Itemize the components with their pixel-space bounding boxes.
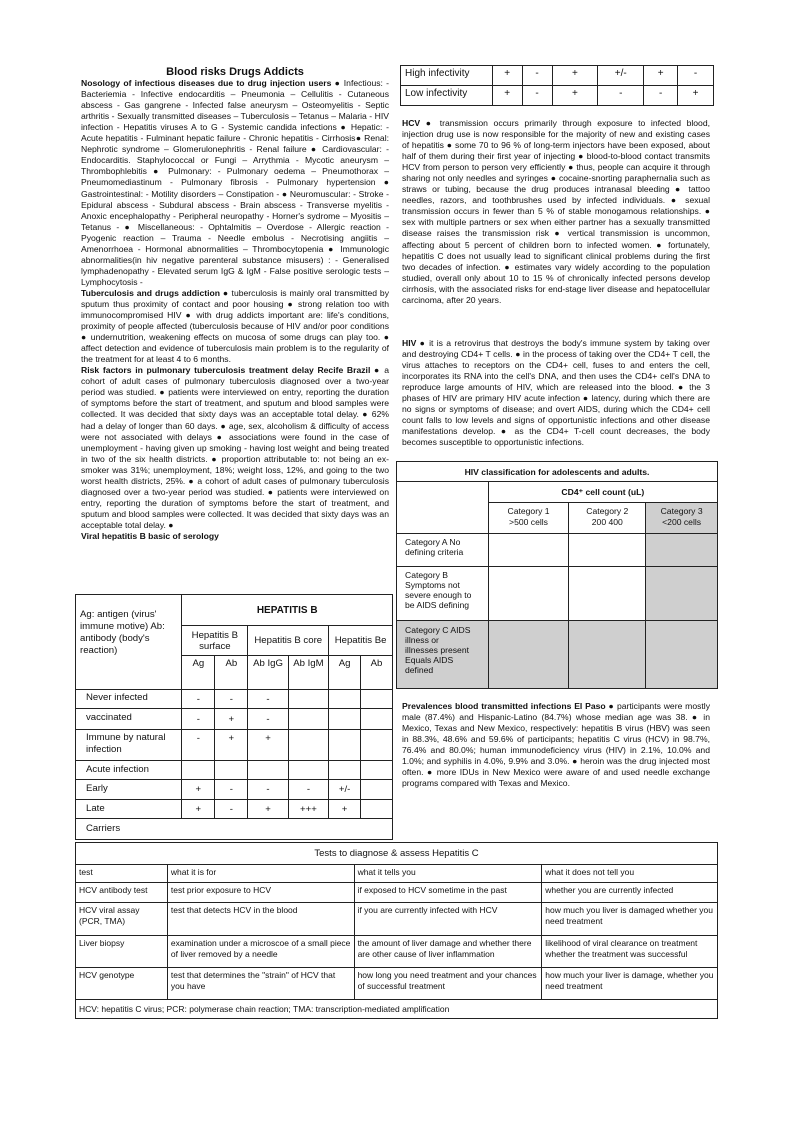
infectivity-table	[400, 65, 714, 106]
table-cell	[329, 709, 361, 730]
table-cell	[361, 730, 393, 761]
hepb-group-core: Hepatitis B core	[248, 626, 329, 656]
table-cell: +	[678, 86, 714, 106]
table-cell: -	[678, 66, 714, 86]
table-cell	[248, 761, 288, 780]
tests-title: Tests to diagnose & assess Hepatitis C	[76, 843, 718, 865]
table-cell: +	[644, 66, 678, 86]
hiv-table-title: HIV classification for adolescents and adults.	[397, 462, 718, 482]
table-cell: +	[492, 86, 522, 106]
table-cell	[646, 567, 718, 621]
table-cell: +/-	[598, 66, 644, 86]
table-row	[401, 66, 714, 86]
table-cell: -	[288, 780, 328, 800]
table-row	[401, 86, 714, 106]
table-cell: -	[215, 780, 248, 800]
nosology-text: ● Infectious: - Bacteriemia - Infective endocarditis – Pneumonia – Cellulitis - Cutaneous abscess - Gas gangrene - Infected false aneurysm – Osteomyelitis - Septic arthritis - Sexually transmitted diseases – Tuberculosis – Tetanus – Malaria - HIV infection - Hepatitis viruses A to G - Systemic candida infections ● Hepatic: - Acute hepatitis - Fulminant hepatic failure - Chronic hepatitis - Cirrhosis● Renal: Nephrotic syndrome – Glomerulonephritis - Renal failure ● Cardiovascular: - Endocarditis. Staphylococcal or Fungi – Arrythmia - Mycotic aneurysm – Thrombophlebitis ● Pulmonary: - Pulmonary oedema – Pneumothorax – Pneumomediastinum - Pulmonary fibrosis - Pulmonary hypertension ● Gastrointestinal: - Motility disorders – Constipation - ● Neuromuscular: - Stroke - Epidural abscess - Subdural abscess - Brain abscess - Transverse myelitis - Anoxic encephalopathy - Peripheral neuropathy - Horner's sydrome – Myositis – Tetanus - ● Miscellaneous: - Ophtalmitis – Overdose - Allergic reaction - Pyogenic reaction – Trauma - Needle embolus - Necrotising angiitis – Amenorrhoea - Hormonal abnormalities – Thrombocytopenia ● Immunologic abnormalities(in hiv negative parenteral substance misusers) : - Generalised lymphadenopathy - Elevated serum IgG & IgM - False positive serologic tests – Lymphocytosis -	[81, 78, 389, 287]
viral-heading: Viral hepatitis B basic of serology	[81, 530, 219, 541]
row-label: Low infectivity	[401, 86, 493, 106]
table-row	[76, 819, 393, 840]
hepb-subhead: Ab IgM	[288, 656, 328, 690]
row-label: High infectivity	[401, 66, 493, 86]
risk-paragraph	[81, 365, 389, 531]
table-cell: HCV genotype	[76, 968, 168, 1000]
table-cell	[569, 621, 646, 689]
table-cell	[288, 690, 328, 709]
table-cell: likelihood of viral clearance on treatment whether the treatment was successful	[542, 936, 718, 968]
table-cell	[646, 621, 718, 689]
table-row	[76, 761, 393, 780]
column-header: what it does not tell you	[542, 865, 718, 883]
table-cell: HCV viral assay (PCR, TMA)	[76, 903, 168, 936]
table-cell	[361, 761, 393, 780]
tb-heading: Tuberculosis and drugs addiction	[81, 287, 220, 298]
row-label: Acute infection	[76, 761, 182, 780]
table-cell	[361, 800, 393, 819]
table-cell	[569, 534, 646, 567]
hiv-text: ● it is a retrovirus that destroys the body's immune system by taking over and destroying CD4+ T cells. ● in the process of taking over the CD4+ T cell, the virus attaches to receptors on the CD4+ cell, fuses to and enters the cell, incorporates its RNA into the cell's DNA, and then uses the CD4+ cell's DNA to reproduce large amounts of HIV, which are released into the blood. ● the 3 phases of HIV are primary HIV acute infection ● latency, during which there are no signs or symptoms of disease; and overt AIDS, during which the CD4+ cell count falls to low levels and signs of opportunistic infections and other disease manifestations develop. ● as the CD4+ T-cell count decreases, the body becomes susceptible to opportunistic infections.	[402, 338, 711, 448]
row-label: Early	[76, 780, 182, 800]
table-cell: test prior exposure to HCV	[167, 883, 354, 903]
table-cell: -	[182, 690, 215, 709]
row-label: Late	[76, 800, 182, 819]
hiv-block	[402, 338, 710, 448]
table-cell	[646, 534, 718, 567]
tb-paragraph	[81, 288, 389, 365]
table-cell	[329, 761, 361, 780]
table-cell: -	[248, 780, 288, 800]
table-cell: how much you liver is damaged whether you need treatment	[542, 903, 718, 936]
hepb-subhead: Ab IgG	[248, 656, 288, 690]
nosology-heading: Nosology of infectious diseases due to drug injection users	[81, 78, 332, 89]
table-cell	[215, 761, 248, 780]
table-row	[76, 730, 393, 761]
table-cell	[361, 690, 393, 709]
hiv-heading: HIV	[402, 338, 417, 348]
table-cell: whether you are currently infected	[542, 883, 718, 903]
table-cell: if exposed to HCV sometime in the past	[354, 883, 542, 903]
table-cell	[288, 730, 328, 761]
table-cell: how much your liver is damage, whether you need treatment	[542, 968, 718, 1000]
table-cell: +	[182, 780, 215, 800]
table-cell: +	[248, 730, 288, 761]
table-cell: -	[522, 86, 552, 106]
hiv-corner	[397, 482, 489, 534]
table-cell: -	[644, 86, 678, 106]
table-cell: if you are currently infected with HCV	[354, 903, 542, 936]
table-cell: -	[248, 709, 288, 730]
table-cell	[182, 761, 215, 780]
table-row	[76, 690, 393, 709]
table-cell: +	[248, 800, 288, 819]
table-cell: +/-	[329, 780, 361, 800]
table-cell: the amount of liver damage and whether there are other cause of liver inflammation	[354, 936, 542, 968]
column-header: what it tells you	[354, 865, 542, 883]
table-cell	[488, 534, 569, 567]
table-row	[76, 903, 718, 936]
tests-header-row	[76, 865, 718, 883]
row-label: vaccinated	[76, 709, 182, 730]
table-cell: -	[182, 709, 215, 730]
table-cell	[361, 709, 393, 730]
table-row	[76, 936, 718, 968]
hiv-classification-table	[396, 461, 718, 689]
table-cell: +	[215, 709, 248, 730]
column-header: test	[76, 865, 168, 883]
prevalences-block	[402, 701, 710, 789]
hepb-subhead: Ag	[182, 656, 215, 690]
table-row	[76, 780, 393, 800]
table-cell: HCV antibody test	[76, 883, 168, 903]
table-cell: +	[552, 66, 598, 86]
table-row	[76, 800, 393, 819]
table-cell: test that determines the "strain" of HCV that you have	[167, 968, 354, 1000]
table-cell	[488, 567, 569, 621]
hepb-subhead: Ab	[361, 656, 393, 690]
risk-heading: Risk factors in pulmonary tuberculosis treatment delay Recife Brazil	[81, 365, 371, 376]
hcv-text: ● transmission occurs primarily through exposure to infected blood, injection drug use is now responsible for the majority of new and existing cases of hepatitis ● some 70 to 96 % of long-term injectors have been exposed, about half of them during their first year of injecting ● blood-to-blood contact transmits HCV from person to person very efficiently ● thus, people can acquire it through sharing not only needles and syringes ● cocaine-snorting paraphernalia such as straws or tubing, because the drug produces intranasal bleeding ● tattoo needles, razors, and toothbrushes used by infected individuals. ● sexual transmission occurs in fewer than 5 % of stable monogamous relationships. ● sex with multiple partners or sex when either partner has a sexually transmitted disease raises the transmission risk ● vertical transmission is uncommon, affecting about 5 percent of children born to infected women. ● fortunately, hepatitis C does not usually lead to significant clinical problems during the first two decades of infection. ● estimates vary widely according to the population studied, overall only about 10 to 15 % of chronically infected persons develop cirrhosis, with the associated risks for end-stage liver disease and hepatocellular carcinoma, after 20 years.	[402, 118, 711, 305]
risk-text: ● a cohort of adult cases of pulmonary tuberculosis diagnosed over a two-year period was studied. ● patients were interviewed on entry, reporting the duration of symptoms before the start of treatment, and sputum and blood samples were collected. It was decided that sixty days was an acceptable total delay. ● 62% had a delay of longer than 60 days. ● age, sex, alcoholism & difficulty of access were not associated with delays ● associations were found in the case of unemployment - having given up smoking - having lost weight and being treated in two of the six health districts. ● proportion attributable to: not being an ex-smoker was 31%; unemployment, 18%; weight loss, 12%, and going to the two worst health districts, 25%. ● a cohort of adult cases of pulmonary tuberculosis diagnosed over a two-year period was studied. ● patients were interviewed on entry, reporting the duration of symptoms before the start of treatment, and sputum and blood samples were collected. It was decided that sixty days was an acceptable total delay. ●	[81, 365, 390, 530]
category-3-header: Category 3 <200 cells	[646, 503, 718, 534]
table-cell	[329, 690, 361, 709]
nosology-paragraph	[81, 78, 389, 288]
hepatitis-c-tests-table	[75, 842, 718, 1019]
left-column	[81, 67, 389, 542]
table-row	[397, 534, 718, 567]
table-cell: -	[598, 86, 644, 106]
hepb-title: HEPATITIS B	[182, 595, 393, 626]
table-cell: examination under a microscoe of a small piece of liver removed by a needle	[167, 936, 354, 968]
table-cell: -	[522, 66, 552, 86]
table-row	[76, 883, 718, 903]
table-cell: +	[182, 800, 215, 819]
hepb-group-be: Hepatitis Be	[329, 626, 393, 656]
table-cell: -	[248, 690, 288, 709]
table-cell	[488, 621, 569, 689]
hepb-group-surface: Hepatitis B surface	[182, 626, 248, 656]
row-label: Never infected	[76, 690, 182, 709]
tb-text: ● tuberculosis is mainly oral transmitted by sputum thus proximity of contact and poor housing ● strong relation too with immunocompromised HIV ● with drug addicts important are: life's conditions, proximity of people affected (tuberculosis because of HIV and/or poor conditions ● undernutrition, weakening effects on mucosa of some drugs can play too. ● affect detection and evidence of tuberculosis main problem is to the regularity of the treatment for at least 4 to 6 months.	[81, 287, 389, 365]
row-label: Immune by natural infection	[76, 730, 182, 761]
column-header: what it is for	[167, 865, 354, 883]
table-row	[397, 621, 718, 689]
table-cell: -	[215, 690, 248, 709]
table-cell: -	[182, 730, 215, 761]
table-cell	[329, 730, 361, 761]
table-cell: +	[552, 86, 598, 106]
hepb-subhead: Ag	[329, 656, 361, 690]
hepatitis-b-table	[75, 594, 393, 840]
table-cell: Liver biopsy	[76, 936, 168, 968]
tests-footnote: HCV: hepatitis C virus; PCR: polymerase chain reaction; TMA: transcription-mediated amplification	[76, 1000, 718, 1019]
hcv-block	[402, 118, 710, 306]
table-cell	[361, 780, 393, 800]
table-cell: +++	[288, 800, 328, 819]
category-1-header: Category 1 >500 cells	[488, 503, 569, 534]
category-2-header: Category 2 200 400	[569, 503, 646, 534]
table-cell	[288, 761, 328, 780]
row-label: Carriers	[76, 819, 393, 840]
table-row	[397, 567, 718, 621]
page-title: Blood risks Drugs Addicts	[166, 66, 304, 78]
table-cell	[569, 567, 646, 621]
table-cell: +	[215, 730, 248, 761]
table-cell: +	[492, 66, 522, 86]
hcv-heading: HCV	[402, 118, 421, 128]
row-label: Category C AIDS illness or illnesses present Equals AIDS defined	[397, 621, 489, 689]
table-cell: +	[329, 800, 361, 819]
cd4-header: CD4⁺ cell count (uL)	[488, 482, 717, 503]
row-label: Category B Symptoms not severe enough to be AIDS defining	[397, 567, 489, 621]
prev-text: ● participants were mostly male (87.4%) and Hispanic-Latino (84.7%) whose median age was 38. ● in Mexico, Texas and New Mexico, respectively: hepatitis B virus (HBV) was seen in 88.3%, 48.6% and 59.6% of participants; hepatitis C virus (HCV) in 98.7%, 76.4% and 80.0%; human immunodeficiency virus (HIV) in 2.1%, 10.0% and 1.0%; and syphilis in 4.0%, 9.9% and 3.0%. ● heroin was the drug injected most often. ● more IDUs in New Mexico were aware of and used needle exchange programs compared with Texas and Mexico.	[402, 701, 710, 789]
table-row	[76, 709, 393, 730]
row-label: Category A No defining criteria	[397, 534, 489, 567]
table-cell: test that detects HCV in the blood	[167, 903, 354, 936]
table-cell: how long you need treatment and your chances of successful treatment	[354, 968, 542, 1000]
hepb-subhead: Ab	[215, 656, 248, 690]
prev-heading: Prevalences blood transmitted infections El Paso	[402, 701, 606, 711]
table-row	[76, 968, 718, 1000]
table-cell: -	[215, 800, 248, 819]
table-cell	[288, 709, 328, 730]
hepb-legend: Ag: antigen (virus' immune motive) Ab: antibody (body's reaction)	[76, 595, 182, 690]
